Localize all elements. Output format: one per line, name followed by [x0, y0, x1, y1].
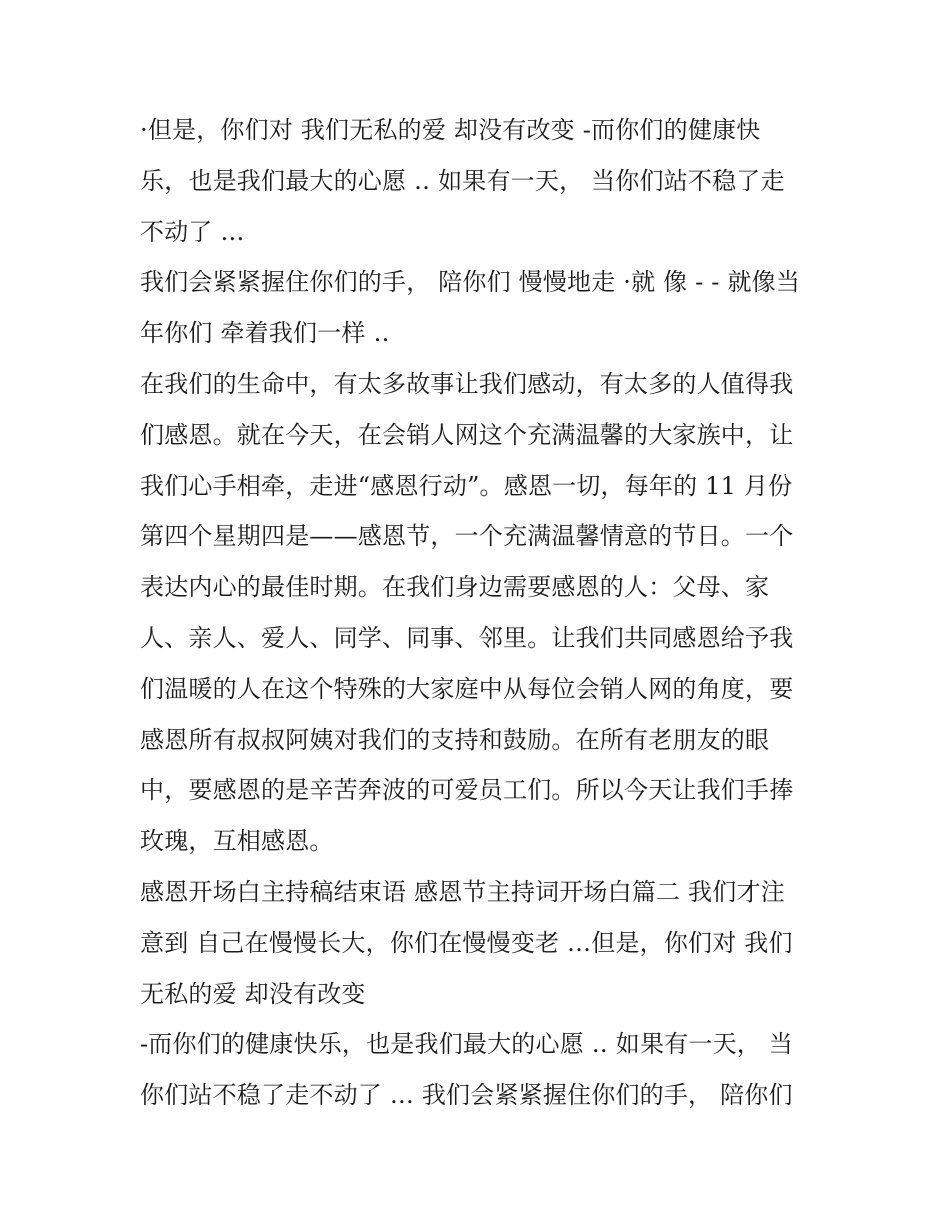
text-line: 不动了 …	[140, 217, 245, 246]
document-body	[140, 110, 820, 1126]
text-line: 在我们的生命中，有太多故事让我们感动，有太多的人值得我	[140, 369, 794, 398]
text-line: 中，要感恩的是辛苦奔波的可爱员工们。所以今天让我们手捧	[140, 776, 794, 805]
text-line: 我们心手相牵，走进“感恩行动”。感恩一切，每年的 11 月份	[140, 471, 793, 500]
text-line: 人、亲人、爱人、同学、同事、邻里。让我们共同感恩给予我	[140, 623, 794, 652]
text-line: 第四个星期四是——感恩节，一个充满温馨情意的节日。一个	[140, 522, 794, 551]
text-line: 感恩所有叔叔阿姨对我们的支持和鼓励。在所有老朋友的眼	[140, 725, 770, 754]
text-line: 玫瑰，互相感恩。	[140, 827, 334, 856]
text-line: 无私的爱 却没有改变	[140, 979, 366, 1008]
text-line: 乐，也是我们最大的心愿 ‥ 如果有一天， 当你们站不稳了走	[140, 166, 785, 195]
text-line: 感恩开场白主持稿结束语 感恩节主持词开场白篇二 我们才注	[140, 877, 785, 906]
text-line: 表达内心的最佳时期。在我们身边需要感恩的人：父母、家	[140, 573, 770, 602]
text-line: 你们站不稳了走不动了 … 我们会紧紧握住你们的手， 陪你们	[140, 1081, 793, 1110]
text-line: 们感恩。就在今天，在会销人网这个充满温馨的大家族中，让	[140, 420, 794, 449]
text-line: -而你们的健康快乐，也是我们最大的心愿 ‥ 如果有一天， 当	[140, 1030, 794, 1059]
text-line: 我们会紧紧握住你们的手， 陪你们 慢慢地走 ·就 像 - - 就像当	[140, 268, 801, 297]
text-line: 意到 自己在慢慢长大，你们在慢慢变老 …但是，你们对 我们	[140, 928, 793, 957]
text-line: 年你们 牵着我们一样 ‥	[140, 319, 390, 348]
text-line: ·但是，你们对 我们无私的爱 却没有改变 -而你们的健康快	[140, 116, 761, 144]
text-line: 们温暖的人在这个特殊的大家庭中从每位会销人网的角度，要	[140, 674, 794, 703]
